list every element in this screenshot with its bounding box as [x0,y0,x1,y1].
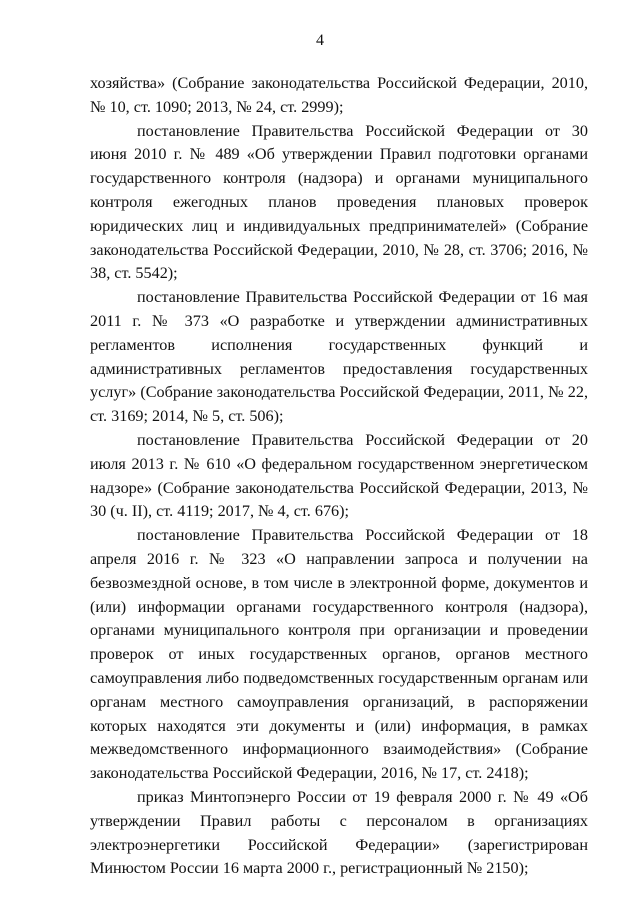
paragraph-decree-489: постановление Правительства Российской Федерации от 30 июня 2010 г. № 489 «Об утверждении Правил подготовки органами государственного контроля (надзора) и органами муниципального контроля ежегодных планов проведения плановых проверок юридических лиц и индивидуальных предпринимателей» (Собрание законодательства Российской Федерации, 2010, № 28, ст. 3706; 2016, № 38, ст. 5542); [90,121,588,283]
page-number: 4 [316,32,324,49]
document-body [90,72,588,881]
paragraph-decree-373: постановление Правительства Российской Федерации от 16 мая 2011 г. № 373 «О разработке и утверждении административных регламентов исполнения государственных функций и административных регламентов предоставления государственных услуг» (Собрание законодательства Российской Федерации, 2011, № 22, ст. 3169; 2014, № 5, ст. 506); [90,288,588,426]
paragraph-decree-610: постановление Правительства Российской Федерации от 20 июля 2013 г. № 610 «О федеральном государственном энергетическом надзоре» (Собрание законодательства Российской Федерации, 2013, № 30 (ч. II), ст. 4119; 2017, № 4, ст. 676); [90,430,588,521]
paragraph-decree-323: постановление Правительства Российской Федерации от 18 апреля 2016 г. № 323 «О направлении запроса и получении на безвозмездной основе, в том числе в электронной форме, документов и (или) информации органами государственного контроля (надзора), органами муниципального контроля при организации и проведении проверок от иных государственных органов, органов местного самоуправления либо подведомственных государственным органам или органам местного самоуправления организаций, в распоряжении которых находятся эти документы и (или) информация, в рамках межведомственного информационного взаимодействия» (Собрание законодательства Российской Федерации, 2016, № 17, ст. 2418); [90,526,588,783]
paragraph-order-49: приказ Минтопэнерго России от 19 февраля 2000 г. № 49 «Об утверждении Правил работы с персоналом в организациях электроэнергетики Российской Федерации» (зарегистрирован Минюстом России 16 марта 2000 г., регистрационный № 2150); [90,787,588,878]
paragraph-continuation: хозяйства» (Собрание законодательства Российской Федерации, 2010, № 10, ст. 1090; 2013, № 24, ст. 2999); [90,74,588,116]
